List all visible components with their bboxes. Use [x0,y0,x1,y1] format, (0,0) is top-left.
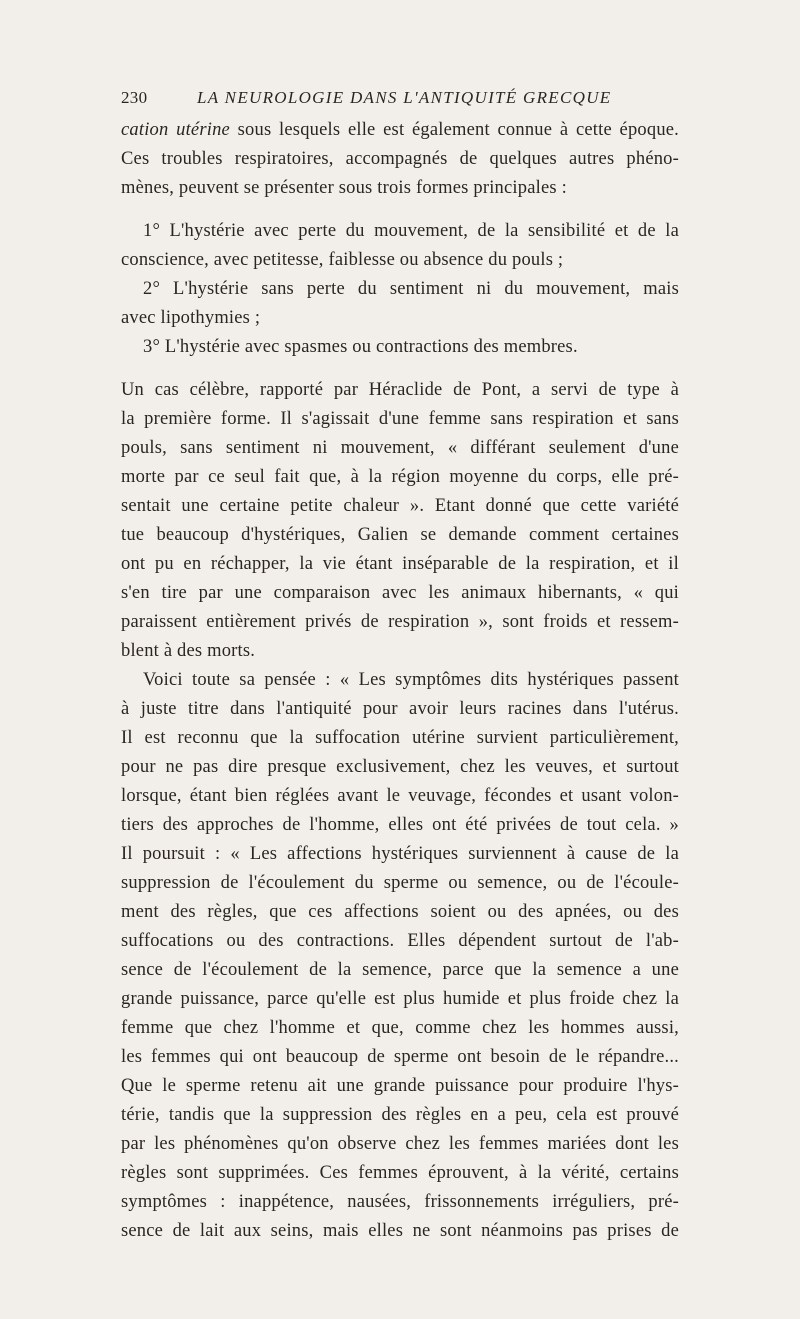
paragraph [121,376,679,666]
page-header [121,88,681,114]
text-line: tiers des approches de l'homme, elles ont été privées de tout cela. » [121,815,679,835]
text-line: s'en tire par une comparaison avec les animaux hibernants, « qui [121,583,679,603]
paragraph [121,666,679,1246]
text-line: ont pu en réchapper, la vie étant inséparable de la respiration, et il [121,554,679,574]
page-number: 230 [121,88,148,107]
text-line: pour ne pas dire presque exclusivement, chez les veuves, et surtout [121,757,679,777]
text-line: sence de l'écoulement de la semence, parce que la semence a une [121,960,679,980]
text-line: térie, tandis que la suppression des règles en a peu, cela est prouvé [121,1105,679,1125]
text-line: Que le sperme retenu ait une grande puissance pour produire l'hys- [121,1076,679,1096]
text-line: tue beaucoup d'hystériques, Galien se demande comment certaines [121,525,679,545]
text-line: règles sont supprimées. Ces femmes éprouvent, à la vérité, certains [121,1163,679,1183]
text-line: mènes, peuvent se présenter sous trois formes principales : [121,178,567,198]
text-line: Il poursuit : « Les affections hystériques surviennent à cause de la [121,844,679,864]
text-line: paraissent entièrement privés de respiration », sont froids et ressem- [121,612,679,632]
text-line: Il est reconnu que la suffocation utérine survient particulièrement, [121,728,679,748]
text-line: 1° L'hystérie avec perte du mouvement, de la sensibilité et de la [143,221,679,241]
text-line: suppression de l'écoulement du sperme ou semence, ou de l'écoule- [121,873,679,893]
text-line: 2° L'hystérie sans perte du sentiment ni du mouvement, mais [143,279,679,299]
text-line: ment des règles, que ces affections soient ou des apnées, ou des [121,902,679,922]
text-line: lorsque, étant bien réglées avant le veuvage, fécondes et usant volon- [121,786,679,806]
text-line: suffocations ou des contractions. Elles dépendent surtout de l'ab- [121,931,679,951]
text-line: sentait une certaine petite chaleur ». Etant donné que cette variété [121,496,679,516]
list-item [121,333,679,362]
running-title: LA NEUROLOGIE DANS L'ANTIQUITÉ GRECQUE [197,88,612,107]
italic-term: cation utérine [121,120,230,140]
text-line: à juste titre dans l'antiquité pour avoir leurs racines dans l'utérus. [121,699,679,719]
text-line: morte par ce seul fait que, à la région moyenne du corps, elle pré- [121,467,679,487]
list-item [121,217,679,275]
text-line: 3° L'hystérie avec spasmes ou contractions des membres. [143,337,578,357]
text-line: avec lipothymies ; [121,308,261,328]
text-line: femme que chez l'homme et que, comme chez les hommes aussi, [121,1018,679,1038]
text-line: Ces troubles respiratoires, accompagnés de quelques autres phéno- [121,149,679,169]
text-line: Voici toute sa pensée : « Les symptômes dits hystériques passent [143,670,679,690]
text-line: Un cas célèbre, rapporté par Héraclide de Pont, a servi de type à [121,380,679,400]
text-line: la première forme. Il s'agissait d'une femme sans respiration et sans [121,409,679,429]
text-line: conscience, avec petitesse, faiblesse ou absence du pouls ; [121,250,564,270]
list-item [121,275,679,333]
text-line: grande puissance, parce qu'elle est plus humide et plus froide chez la [121,989,679,1009]
text-line: sence de lait aux seins, mais elles ne sont néanmoins pas prises de [121,1221,679,1241]
text-line: les femmes qui ont beaucoup de sperme ont besoin de le répandre... [121,1047,679,1067]
text-line: par les phénomènes qu'on observe chez les femmes mariées dont les [121,1134,679,1154]
text-line: pouls, sans sentiment ni mouvement, « différant seulement d'une [121,438,679,458]
text-line: blent à des morts. [121,641,256,661]
text-line: symptômes : inappétence, nausées, frissonnements irréguliers, pré- [121,1192,679,1212]
text-line: cation utérine sous lesquels elle est également connue à cette époque. [121,120,680,140]
paragraph [121,116,679,203]
body-text [121,116,679,1246]
